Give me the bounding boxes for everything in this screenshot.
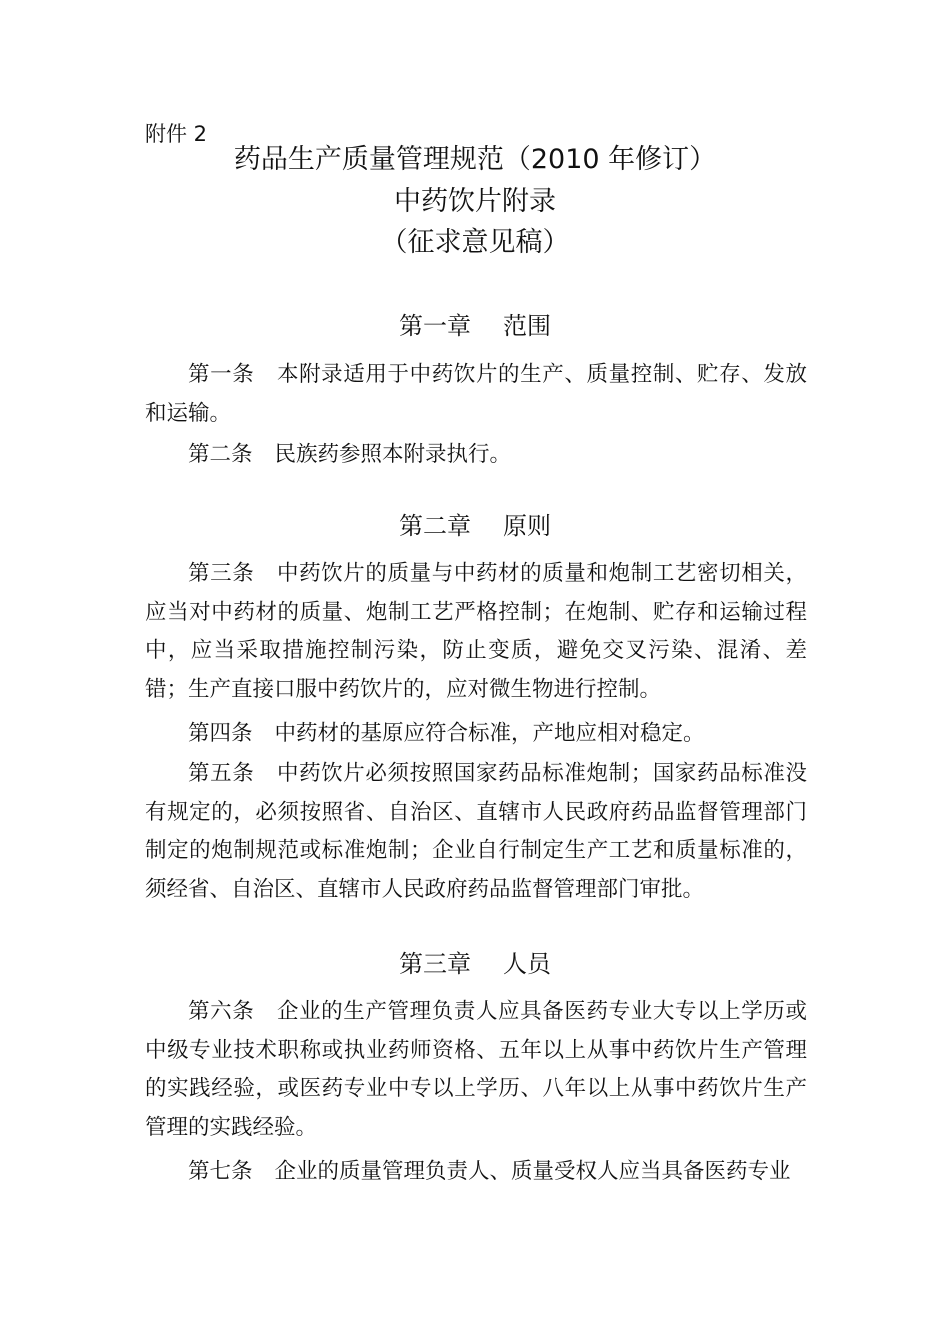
document-draft-note: （征求意见稿）: [380, 227, 570, 258]
chapter-number: 第一章: [399, 312, 471, 340]
article: [145, 1153, 807, 1192]
article: [145, 993, 807, 1147]
article: [145, 356, 807, 433]
article-text: 中药饮片的质量与中药材的质量和炮制工艺密切相关，应当对中药材的质量、炮制工艺严格控制；在炮制、贮存和运输过程中，应当采取措施控制污染，防止变质，避免交叉污染、混淆、差错；生产直接口服中药饮片的，应对微生物进行控制。: [145, 561, 807, 702]
article-text: 企业的生产管理负责人应具备医药专业大专以上学历或中级专业技术职称或执业药师资格、五年以上从事中药饮片生产管理的实践经验，或医药专业中专以上学历、八年以上从事中药饮片生产管理的实践经验。: [145, 999, 807, 1140]
article-number: 第七条: [188, 1159, 253, 1184]
article: [145, 715, 807, 754]
article-text: 中药饮片必须按照国家药品标准炮制；国家药品标准没有规定的，必须按照省、自治区、直辖市人民政府药品监督管理部门制定的炮制规范或标准炮制；企业自行制定生产工艺和质量标准的，须经省、自治区、直辖市人民政府药品监督管理部门审批。: [145, 761, 807, 902]
chapter-number: 第三章: [399, 950, 471, 978]
article-number: 第四条: [188, 721, 253, 746]
article: [145, 755, 807, 909]
article-number: 第六条: [188, 999, 255, 1024]
document-title: 药品生产质量管理规范（2010 年修订）: [233, 144, 717, 175]
article: [145, 436, 807, 475]
article-number: 第五条: [188, 761, 255, 786]
chapter-name: 人员: [503, 950, 551, 978]
attachment-label: 附件 2: [145, 122, 208, 146]
article-number: 第一条: [188, 362, 255, 387]
article-text: 中药材的基原应符合标准，产地应相对稳定。: [274, 721, 705, 746]
document-subtitle: 中药饮片附录: [394, 186, 556, 217]
article-text: 企业的质量管理负责人、质量受权人应当具备医药专业: [274, 1159, 791, 1184]
article-text: 本附录适用于中药饮片的生产、质量控制、贮存、发放和运输。: [145, 362, 807, 426]
chapter-heading: [0, 309, 950, 343]
chapter-name: 原则: [503, 512, 551, 540]
article-number: 第二条: [188, 442, 253, 467]
chapter-heading: [0, 509, 950, 543]
article: [145, 555, 807, 709]
chapter-number: 第二章: [399, 512, 471, 540]
article-number: 第三条: [188, 561, 255, 586]
article-text: 民族药参照本附录执行。: [274, 442, 512, 467]
chapter-heading: [0, 947, 950, 981]
chapter-name: 范围: [503, 312, 551, 340]
